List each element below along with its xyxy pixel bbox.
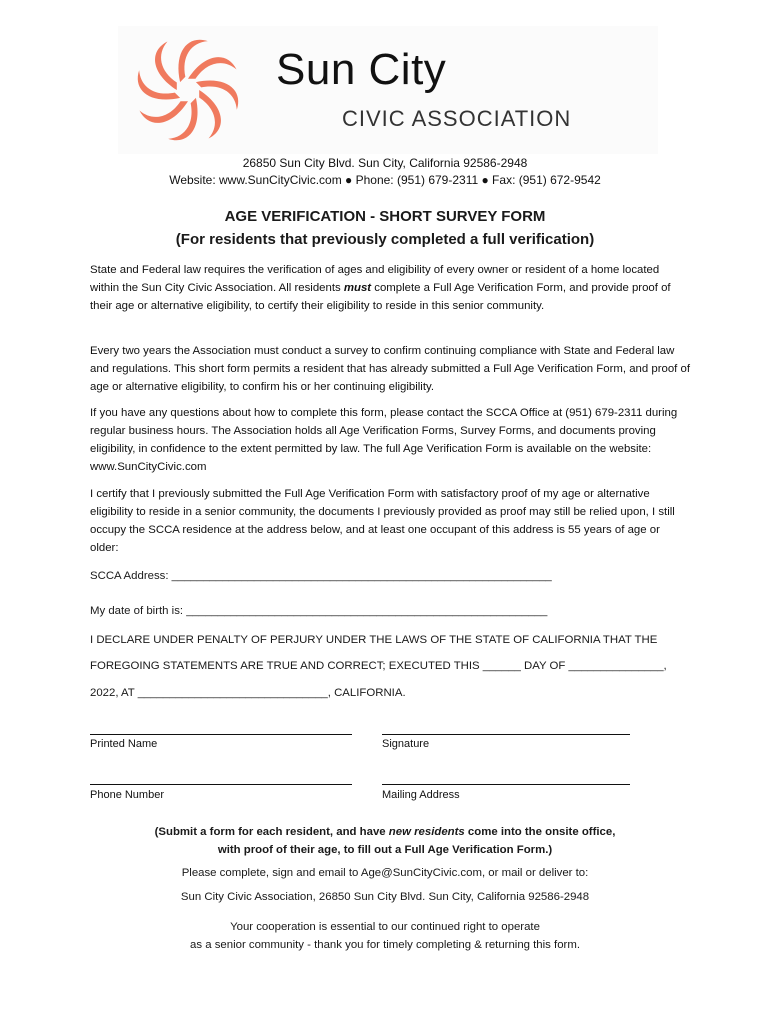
form-title: AGE VERIFICATION - SHORT SURVEY FORM [224, 208, 546, 225]
scca-address-field[interactable]: SCCA Address: ____________________________________________________________ [90, 570, 552, 582]
form-subtitle: (For residents that previously completed a full verification) [175, 231, 595, 248]
submit-note-line-1 [0, 823, 770, 841]
logo-subtitle: CIVIC ASSOCIATION [342, 106, 572, 131]
emphasis-new-residents: new residents [388, 826, 465, 838]
instructions-line: Please complete, sign and email to Age@SunCityCivic.com, or mail or deliver to: [181, 867, 589, 879]
printed-name-line[interactable] [90, 734, 352, 735]
closing-line-1: Your cooperation is essential to our continued right to operate [230, 921, 540, 933]
sun-swirl-icon [132, 34, 244, 146]
paragraph-questions: If you have any questions about how to complete this form, please contact the SCCA Office at (951) 679-2311 during regular business hours. The Association holds all Age Verification Forms, Survey Forms, and documents proving eligibility, in confidence to the extent permitted by law. The full Age Verification Form is available on the website: www.SunCityCivic.com [90, 407, 678, 473]
signature-line[interactable] [382, 734, 630, 735]
submit-note-line-2: with proof of their age, to fill out a Full Age Verification Form.) [217, 844, 553, 856]
date-of-birth-field[interactable]: My date of birth is: _________________________________________________________ [90, 605, 548, 617]
paragraph-certify: I certify that I previously submitted the Full Age Verification Form with satisfactory proof of my age or alternative eligibility to reside in a senior community, the documents I previously provided as proof may still be relied upon, I still occupy the SCCA residence at the address below, and at least one occupant of this address is 55 years of age or older: [90, 488, 675, 554]
emphasis-must: must [343, 282, 372, 294]
signature-label: Signature [382, 738, 430, 750]
submit-note-text: (Submit a form for each resident, and have [154, 826, 389, 838]
letterhead-logo [118, 26, 658, 154]
paragraph-law [90, 261, 690, 315]
submit-note-text-end: come into the onsite office, [464, 826, 616, 838]
logo-title: Sun City [276, 45, 447, 94]
mail-address-line: Sun City Civic Association, 26850 Sun City Blvd. Sun City, California 92586-2948 [180, 891, 590, 903]
mailing-address-line[interactable] [382, 784, 630, 785]
declaration-line-3[interactable]: 2022, AT ______________________________, CALIFORNIA. [90, 687, 406, 699]
mailing-address-label: Mailing Address [382, 789, 460, 801]
phone-number-label: Phone Number [90, 789, 164, 801]
address-line: 26850 Sun City Blvd. Sun City, California 92586-2948 [242, 156, 528, 170]
closing-line-2: as a senior community - thank you for timely completing & returning this form. [190, 939, 580, 951]
declaration-line-2[interactable]: FOREGOING STATEMENTS ARE TRUE AND CORRECT; EXECUTED THIS ______ DAY OF _______________, [90, 660, 667, 672]
phone-number-line[interactable] [90, 784, 352, 785]
declaration-line-1: I DECLARE UNDER PENALTY OF PERJURY UNDER THE LAWS OF THE STATE OF CALIFORNIA THAT THE [90, 634, 658, 646]
paragraph-survey: Every two years the Association must conduct a survey to confirm continuing compliance with State and Federal law and regulations. This short form permits a resident that has already submitted a Full Age Verification Form, and proof of age or alternative eligibility, to confirm his or her continuing eligibility. [90, 345, 690, 393]
paragraph-law-text-end: complete a Full Age Verification Form, and provide proof of their age or alternative eligibility, to certify their eligibility to reside in this senior community. [90, 282, 671, 312]
contact-line: Website: www.SunCityCivic.com ● Phone: (951) 679-2311 ● Fax: (951) 672-9542 [169, 173, 601, 187]
printed-name-label: Printed Name [90, 738, 158, 750]
paragraph-law-text: State and Federal law requires the verification of ages and eligibility of every owner or resident of a home located within the Sun City Civic Association. All residents [90, 264, 660, 294]
